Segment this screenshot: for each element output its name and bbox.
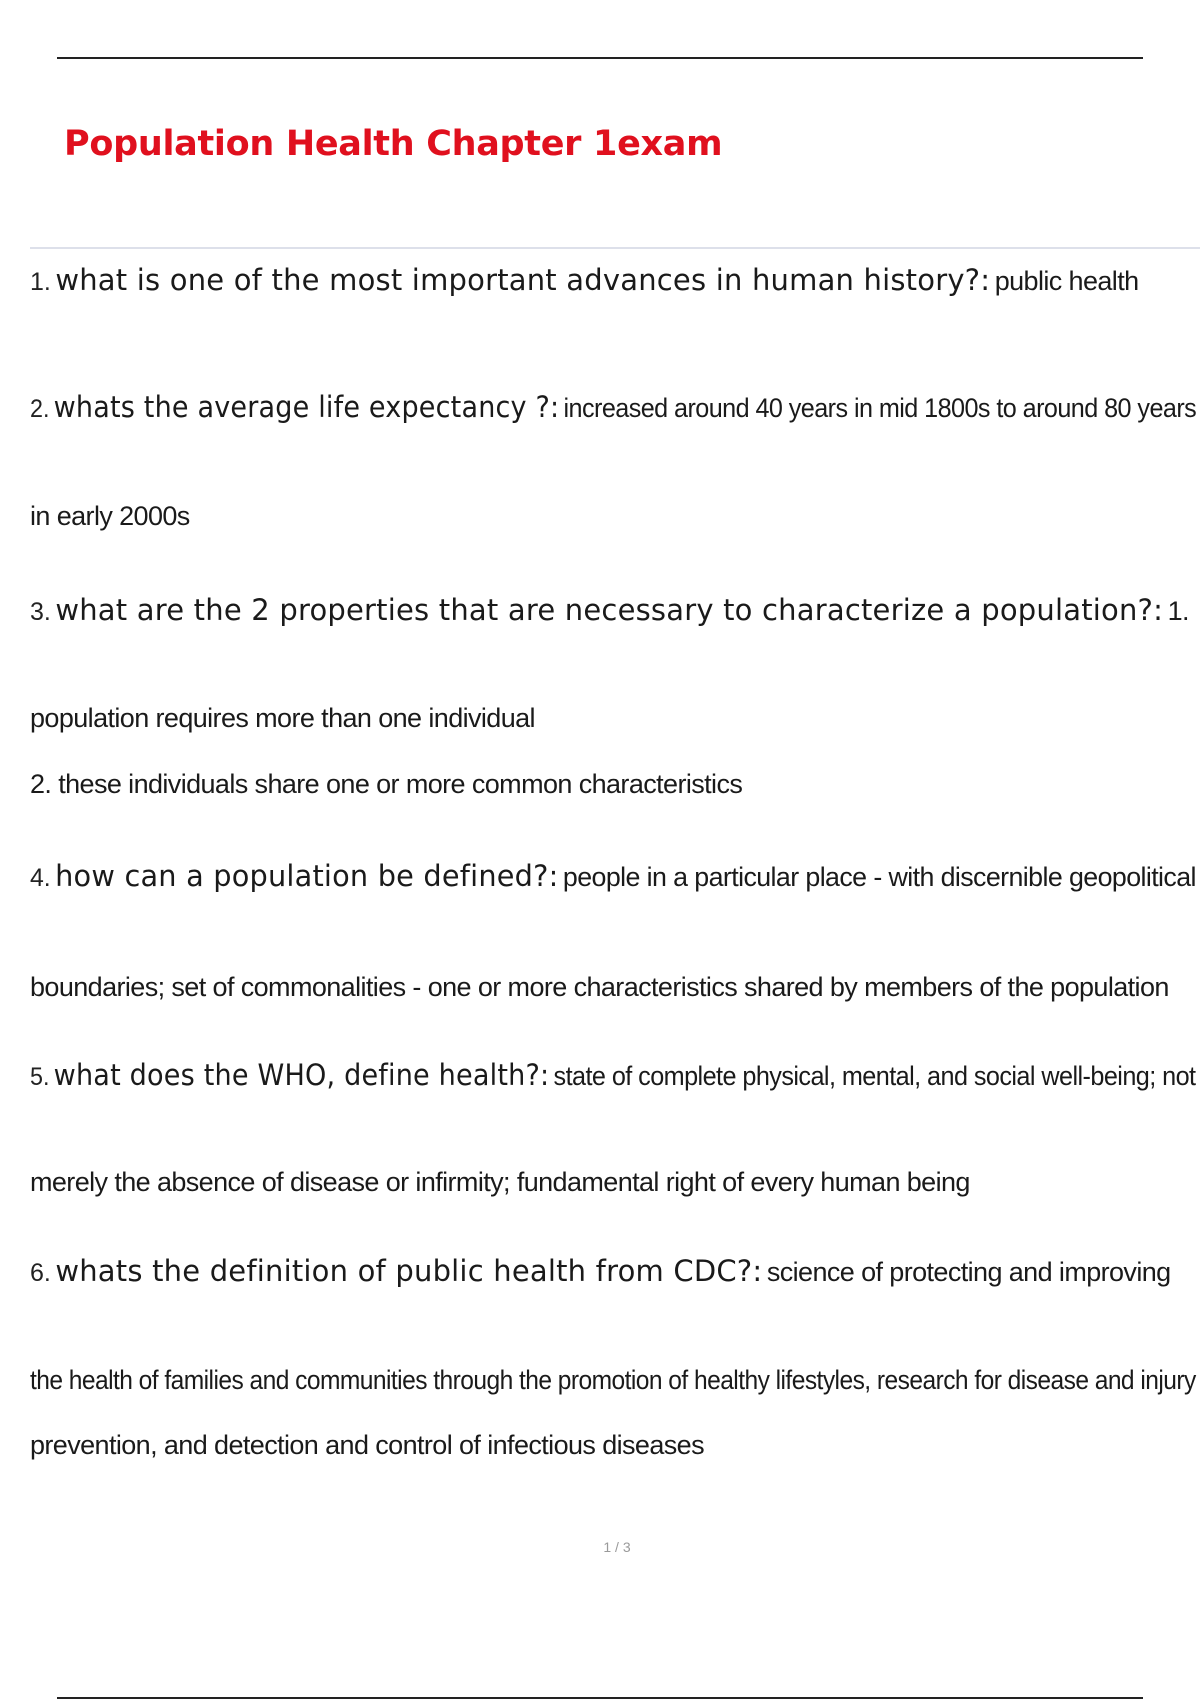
top-rule <box>57 57 1143 59</box>
answer-continuation: merely the absence of disease or infirmity; fundamental right of every human being <box>30 1167 970 1197</box>
answer-text: increased around 40 years in mid 1800s to around 80 years <box>563 393 1197 423</box>
answer-text: public health <box>994 266 1139 296</box>
bottom-rule <box>57 1697 1143 1699</box>
item-number: 3. <box>30 598 51 626</box>
answer-text: science of protecting and improving <box>766 1257 1171 1287</box>
question-text: what is one of the most important advances in human history?: <box>55 263 991 297</box>
item-number: 1. <box>30 268 51 296</box>
answer-continuation: the health of families and communities through the promotion of healthy lifestyles, research for disease and injury <box>30 1365 1196 1395</box>
question-text: what does the WHO, define health?: <box>53 1058 550 1092</box>
question-text: how can a population be defined?: <box>55 859 559 893</box>
document-title: Population Health Chapter 1exam <box>64 124 723 164</box>
answer-text: state of complete physical, mental, and social well-being; not <box>553 1061 1196 1091</box>
answer-text: 1. <box>1167 596 1189 626</box>
qa-item-3 <box>30 593 1189 627</box>
item-number: 2. <box>30 395 50 423</box>
item-number: 5. <box>30 1063 50 1091</box>
qa-item-6 <box>30 1254 1171 1288</box>
item-number: 4. <box>30 864 51 892</box>
question-text: whats the definition of public health from CDC?: <box>55 1254 763 1288</box>
page-indicator: 1 / 3 <box>603 1539 631 1555</box>
answer-continuation: prevention, and detection and control of infectious diseases <box>30 1430 704 1460</box>
answer-text: people in a particular place - with discernible geopolitical <box>562 862 1196 892</box>
question-text: whats the average life expectancy ?: <box>53 390 560 424</box>
answer-continuation: 2. these individuals share one or more common characteristics <box>30 769 743 799</box>
question-text: what are the 2 properties that are necessary to characterize a population?: <box>55 593 1164 627</box>
item-number: 6. <box>30 1259 51 1287</box>
qa-item-5 <box>30 1058 1196 1092</box>
title-divider <box>30 247 1200 249</box>
qa-item-2 <box>30 390 1197 424</box>
qa-item-4 <box>30 859 1196 893</box>
answer-continuation: population requires more than one individual <box>30 703 535 733</box>
qa-item-1 <box>30 263 1139 297</box>
answer-continuation: in early 2000s <box>30 501 190 531</box>
answer-continuation: boundaries; set of commonalities - one or more characteristics shared by members of the population <box>30 972 1169 1002</box>
